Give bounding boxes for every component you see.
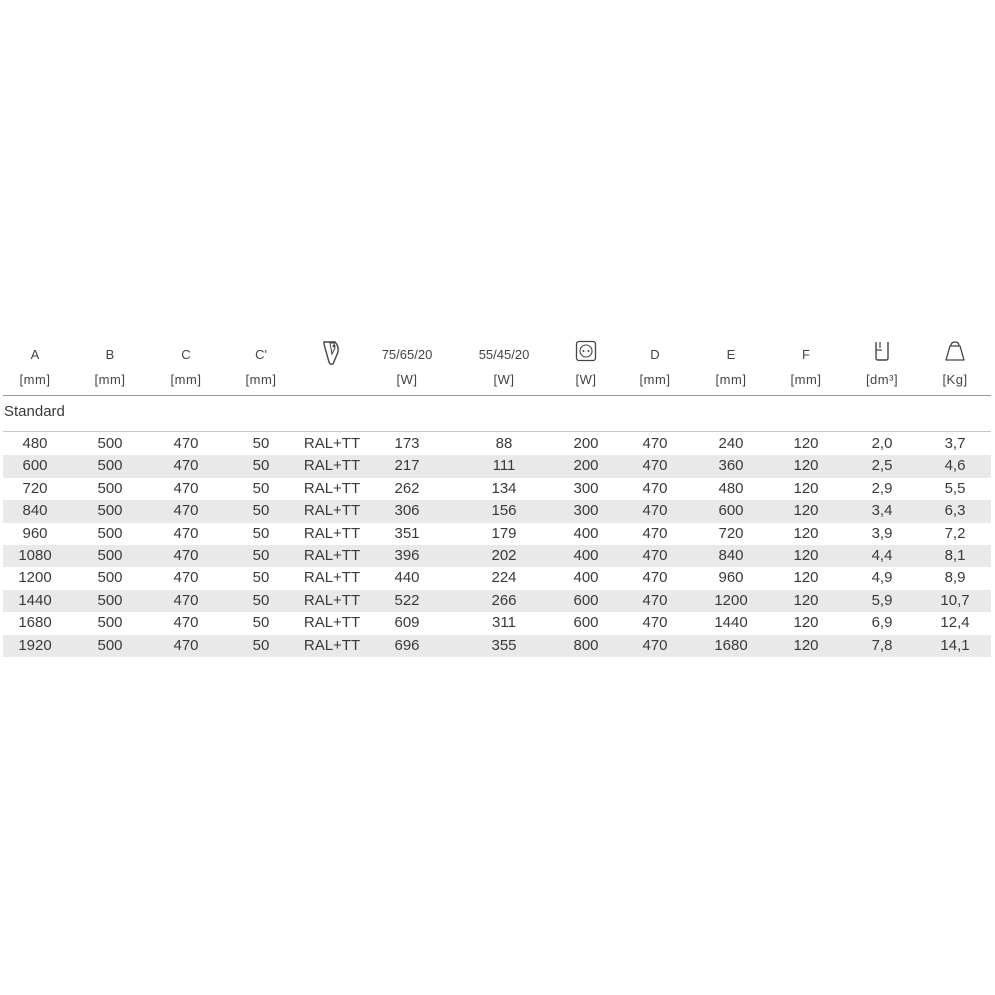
col-unit-e: [mm] [715,372,747,387]
table-cell: 1200 [18,569,52,587]
table-cell: 609 [394,614,420,632]
table-cell: 470 [173,614,199,632]
table-cell: 217 [394,457,420,475]
table-cell: RAL+TT [303,524,361,542]
table-cell: 120 [793,636,819,654]
table-cell: 120 [793,524,819,542]
table-cell: 470 [642,457,668,475]
table-cell: RAL+TT [303,502,361,520]
table-cell: 12,4 [940,614,970,632]
table-cell: 720 [718,524,744,542]
table-cell: 696 [394,636,420,654]
table-cell: 500 [97,479,123,497]
table-cell: 522 [394,591,420,609]
table-cell: 600 [573,614,599,632]
table-cell: 440 [394,569,420,587]
table-cell: 111 [492,457,516,475]
weight-icon [944,340,966,367]
table-cell: 400 [573,547,599,564]
table-cell: 470 [642,479,668,497]
table-cell: 50 [252,569,270,587]
col-unit-vol: [dm³] [865,372,899,387]
table-cell: 306 [394,502,420,520]
table-cell: 470 [642,435,668,452]
table-cell: 120 [793,569,819,587]
col-header-e: E [726,347,736,362]
table-cell: 4,6 [944,457,966,475]
table-cell: 1680 [18,614,52,632]
table-cell: 311 [492,614,516,632]
col-header-w55: 55/45/20 [478,347,530,362]
table-cell: 200 [573,457,599,475]
table-cell: RAL+TT [303,569,361,587]
table-cell: 600 [573,591,599,609]
paint-swatch-icon [321,340,343,371]
table-cell: 960 [718,569,744,587]
table-cell: 156 [491,502,517,520]
table-cell: 800 [573,636,599,654]
table-cell: 470 [173,569,199,587]
table-cell: 120 [793,435,819,452]
table-cell: 10,7 [940,591,970,609]
table-cell: 240 [718,435,744,452]
electric-socket-icon [575,340,597,367]
table-cell: 355 [491,636,517,654]
table-cell: 840 [718,547,744,564]
table-cell: 960 [22,524,48,542]
table-cell: 120 [793,457,819,475]
table-cell: 470 [173,479,199,497]
table-cell: 2,5 [871,457,893,475]
col-unit-c2: [mm] [245,372,277,387]
col-unit-el: [W] [575,372,597,387]
table-cell: 179 [491,524,517,542]
table-cell: 50 [252,636,270,654]
table-cell: 262 [394,479,420,497]
table-cell: 470 [642,524,668,542]
table-cell: 6,9 [871,614,893,632]
table-cell: 7,2 [944,524,966,542]
table-cell: 50 [252,591,270,609]
table-cell: 470 [173,524,199,542]
table-cell: RAL+TT [303,479,361,497]
table-cell: 300 [573,502,599,520]
table-cell: 351 [394,524,420,542]
table-cell: 500 [97,547,123,564]
table-cell: 50 [252,457,270,475]
table-cell: 50 [252,614,270,632]
col-header-b: B [105,347,115,362]
table-cell: 720 [22,479,48,497]
table-cell: 50 [252,479,270,497]
table-cell: RAL+TT [303,614,361,632]
table-cell: 120 [793,547,819,564]
table-cell: 480 [22,435,48,452]
col-unit-b: [mm] [94,372,126,387]
table-cell: 200 [573,435,599,452]
table-cell: 470 [173,435,199,452]
table-cell: 480 [718,479,744,497]
table-cell: 500 [97,435,123,452]
table-cell: 266 [491,591,517,609]
table-cell: 400 [573,569,599,587]
table-cell: 470 [173,502,199,520]
table-cell: RAL+TT [303,547,361,564]
section-label: Standard [4,403,65,420]
table-cell: 134 [491,479,517,497]
col-unit-kg: [Kg] [942,372,968,387]
table-cell: 6,3 [944,502,966,520]
table-cell: 470 [642,591,668,609]
table-cell: 50 [252,524,270,542]
table-cell: 8,1 [944,547,966,564]
table-cell: 396 [394,547,420,564]
table-cell: 300 [573,479,599,497]
table-cell: 470 [642,569,668,587]
table-cell: RAL+TT [303,591,361,609]
col-header-w75: 75/65/20 [381,347,433,362]
col-unit-f: [mm] [790,372,822,387]
table-cell: 202 [491,547,517,564]
table-cell: 5,5 [944,479,966,497]
table-cell: RAL+TT [303,457,361,475]
table-cell: 470 [642,636,668,654]
water-volume-icon [873,340,891,367]
table-cell: 470 [642,502,668,520]
table-cell: 500 [97,636,123,654]
table-cell: 500 [97,591,123,609]
table-cell: 1200 [714,591,748,609]
col-header-c2: C' [255,347,267,362]
table-cell: 500 [97,502,123,520]
col-unit-c: [mm] [170,372,202,387]
table-cell: 1080 [18,547,52,564]
table-cell: 500 [97,457,123,475]
table-cell: 50 [252,502,270,520]
table-cell: 600 [718,502,744,520]
table-cell: 173 [394,435,420,452]
col-header-a: A [30,347,40,362]
col-header-c: C [181,347,191,362]
table-cell: 224 [491,569,517,587]
table-cell: 500 [97,524,123,542]
table-cell: 470 [173,636,199,654]
table-cell: RAL+TT [303,435,361,452]
table-cell: 3,9 [871,524,893,542]
table-cell: 470 [173,591,199,609]
col-unit-d: [mm] [639,372,671,387]
table-cell: 14,1 [940,636,970,654]
table-cell: 7,8 [871,636,893,654]
table-cell: 1680 [714,636,748,654]
table-cell: 500 [97,569,123,587]
table-cell: RAL+TT [303,636,361,654]
table-cell: 500 [97,614,123,632]
header-divider [3,395,991,396]
table-cell: 470 [173,457,199,475]
table-cell: 3,7 [944,435,966,452]
table-cell: 600 [22,457,48,475]
table-cell: 120 [793,591,819,609]
table-cell: 2,0 [871,435,893,452]
section-divider [3,431,991,432]
table-cell: 120 [793,479,819,497]
table-cell: 4,9 [871,569,893,587]
table-cell: 50 [252,547,270,564]
table-cell: 50 [252,435,270,452]
table-cell: 8,9 [944,569,966,587]
table-cell: 120 [793,502,819,520]
table-cell: 470 [642,547,668,564]
table-cell: 1440 [18,591,52,609]
table-cell: 470 [173,547,199,564]
table-cell: 4,4 [871,547,893,564]
col-header-d: D [650,347,660,362]
table-cell: 360 [718,457,744,475]
table-cell: 400 [573,524,599,542]
table-cell: 840 [22,502,48,520]
col-unit-w55: [W] [493,372,515,387]
col-header-f: F [802,347,810,362]
table-cell: 2,9 [871,479,893,497]
table-cell: 470 [642,614,668,632]
col-unit-a: [mm] [19,372,51,387]
table-cell: 5,9 [871,591,893,609]
table-cell: 1920 [18,636,52,654]
table-cell: 120 [793,614,819,632]
col-unit-w75: [W] [396,372,418,387]
table-cell: 1440 [714,614,748,632]
table-cell: 88 [495,435,513,452]
table-cell: 3,4 [871,502,893,520]
